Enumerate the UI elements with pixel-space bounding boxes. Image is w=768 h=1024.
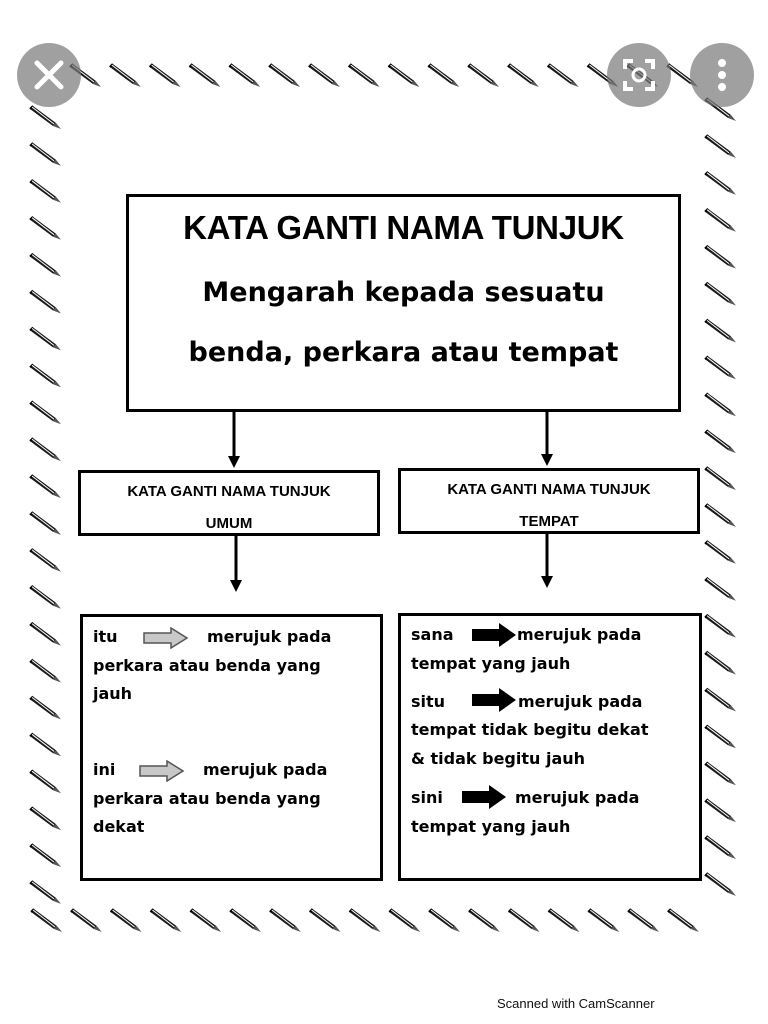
word-ini: ini — [93, 760, 116, 779]
sana-line1: merujuk pada — [517, 625, 642, 644]
gray-arrow-icon — [139, 760, 185, 782]
situ-line2: tempat tidak begitu dekat — [411, 720, 649, 739]
itu-line1: merujuk pada — [207, 627, 332, 646]
black-arrow-icon — [471, 688, 517, 712]
itu-line2: perkara atau benda yang — [93, 656, 321, 675]
sini-line1: merujuk pada — [515, 788, 640, 807]
situ-line3: & tidak begitu jauh — [411, 749, 586, 768]
detail-tempat — [398, 613, 702, 881]
word-itu: itu — [93, 627, 118, 646]
situ-line1: merujuk pada — [518, 692, 643, 711]
black-arrow-icon — [471, 623, 517, 647]
category-umum — [78, 470, 380, 536]
ini-line1: merujuk pada — [203, 760, 328, 779]
word-situ: situ — [411, 692, 446, 711]
category-umum-line2: UMUM — [205, 515, 253, 532]
itu-line3: jauh — [93, 684, 133, 703]
sini-line2: tempat yang jauh — [411, 817, 571, 836]
category-tempat-line2: TEMPAT — [519, 513, 579, 530]
subtitle-line2: benda, perkara atau tempat — [188, 337, 619, 368]
word-sana: sana — [411, 625, 454, 644]
word-sini: sini — [411, 788, 443, 807]
sana-line2: tempat yang jauh — [411, 654, 571, 673]
category-tempat — [398, 468, 700, 534]
page-title: KATA GANTI NAMA TUNJUK — [183, 209, 624, 246]
category-umum-line1: KATA GANTI NAMA TUNJUK — [127, 483, 331, 500]
scanner-watermark: Scanned with CamScanner — [497, 996, 655, 1011]
category-tempat-line1: KATA GANTI NAMA TUNJUK — [447, 481, 651, 498]
subtitle-line1: Mengarah kepada sesuatu — [202, 277, 605, 308]
gray-arrow-icon — [143, 627, 189, 649]
black-arrow-icon — [461, 785, 507, 809]
ini-line2: perkara atau benda yang — [93, 789, 321, 808]
detail-umum — [80, 614, 383, 881]
ini-line3: dekat — [93, 817, 145, 836]
